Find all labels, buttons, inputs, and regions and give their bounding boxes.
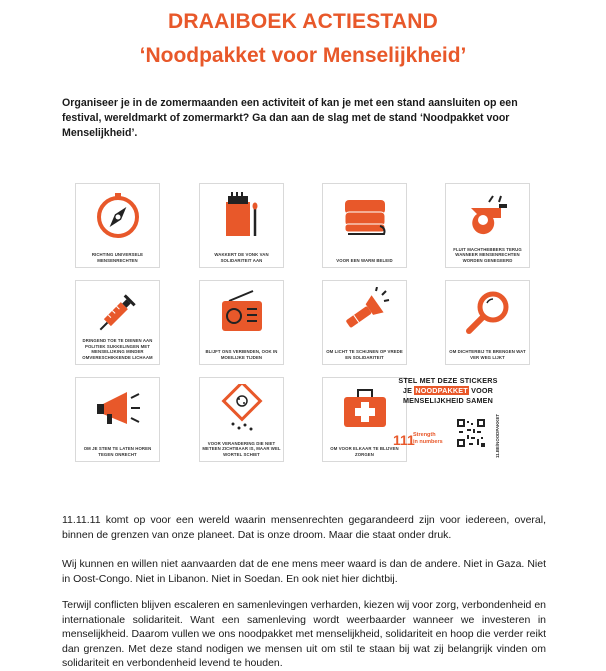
magnifier-icon [463,287,513,337]
sticker-caption: VOOR EEN WARM BELEID [336,257,393,263]
logo-text-line-1: Strength [413,432,436,438]
body-paragraph: Terwijl conflicten blijven escaleren en samenlevingen verharden, kiezen wij voor zorg, verbondenheid en internationale solidariteit. Want een samenleving wordt weerbaarder wanneer we investeren in menselijkheid. Daarom vullen we ons noodpakket met menselijkheid, solidariteit en hoop die verder reikt dan grenzen. Met deze stand nodigen we mensen uit om stil te staan bij wat zij belangrijk vinden om solidariteit en verbondenheid levend te houden. [62,599,546,669]
logo-text-line-2: in numbers [413,439,443,445]
promo-line-1: STEL MET DEZE STICKERS [398,376,498,385]
sticker-card [75,377,160,462]
intro-paragraph: Organiseer je in de zomermaanden een activiteit of kan je met een stand aansluiten op een festival, wereldmarkt of zomermarkt? Ga dan aan de slag met de stand ‘Noodpakket voor Menselijkheid’. [62,97,518,139]
sticker-card [75,280,160,365]
sticker-caption: OM JE STEM TE LATEN HOREN TEGEN ONRECHT [83,446,152,457]
sticker-card [322,280,407,365]
sticker-card [445,183,530,268]
sticker-card [75,183,160,268]
compass-icon [93,190,143,240]
sticker-caption: RICHTING UNIVERSELE MENSENRECHTEN [91,252,144,263]
sticker-card [199,280,284,365]
sticker-caption: OM DICHTERBIJ TE BRENGEN WAT VER WEG LIJKT [449,349,526,360]
sticker-card [199,183,284,268]
sticker-caption: WAKKERT DE VONK VAN SOLIDARITEIT AAN [214,252,269,263]
promo-vertical-text: 11.BE/NOODPAKKET [495,413,500,458]
sticker-grid [75,183,530,463]
sticker-promo [393,366,528,463]
logo-mark: 111 [393,432,415,448]
promo-line-2-post: VOOR [468,386,494,395]
promo-line-3: MENSELIJKHEID SAMEN [402,396,494,405]
sticker-card [322,183,407,268]
body-paragraph: 11.11.11 komt op voor een wereld waarin mensenrechten gegarandeerd zijn voor iedereen, overal, binnen de grenzen van onze planeet. Dat is onze droom. Maar die staat onder druk. [62,514,546,541]
flashlight-icon [340,287,390,337]
sticker-caption: FLUIT MACHTHEBBERS TERUG WANNEER MENSENRECHTEN WORDEN GENEGEERD [453,246,522,263]
sticker-caption: BLIJFT ONS VERBINDEN, OOK IN MOEILIJKE TIJDEN [205,349,278,360]
promo-line-2-pre: JE [402,386,415,395]
syringe-icon [93,287,143,337]
promo-line-2 [393,386,503,395]
qr-code-icon [457,419,485,447]
sticker-caption: VOOR VERANDERING DIE NIET METEEN ZICHTBAAR IS, MAAR WEL WORTEL SCHIET [202,440,281,457]
whistle-icon [463,190,513,240]
sticker-caption: OM VOOR ELKAAR TE BLIJVEN ZORGEN [330,446,399,457]
first-aid-kit-icon [340,384,390,434]
body-paragraph: Wij kunnen en willen niet aanvaarden dat de ene mens meer waard is dan de andere. Niet in Gaza. Niet in Oost-Congo. Niet in Libanon. Niet in Soedan. En ook niet hier dichtbij. [62,558,546,585]
page-title: DRAAIBOEK ACTIESTAND [168,10,438,33]
sticker-card [199,377,284,462]
matches-icon [217,190,267,240]
sticker-caption: DRINGEND TOE TE DIENEN AAN POLITIEK SUKKELINGEN MET MENSELIJKING MINDER OMVERESCHIKKENDE LICHAAM [82,338,153,360]
sticker-caption: OM LICHT TE SCHIJNEN OP VREDE EN SOLIDARITEIT [326,349,403,360]
sticker-card [445,280,530,365]
page-subtitle: ‘Noodpakket voor Menselijkheid’ [139,44,467,67]
logo-text [413,432,443,446]
megaphone-icon [93,384,143,434]
seeds-icon [217,384,267,434]
radio-icon [217,287,267,337]
promo-highlight: NOODPAKKET [415,386,468,395]
blanket-icon [340,190,390,240]
logo [393,430,453,452]
